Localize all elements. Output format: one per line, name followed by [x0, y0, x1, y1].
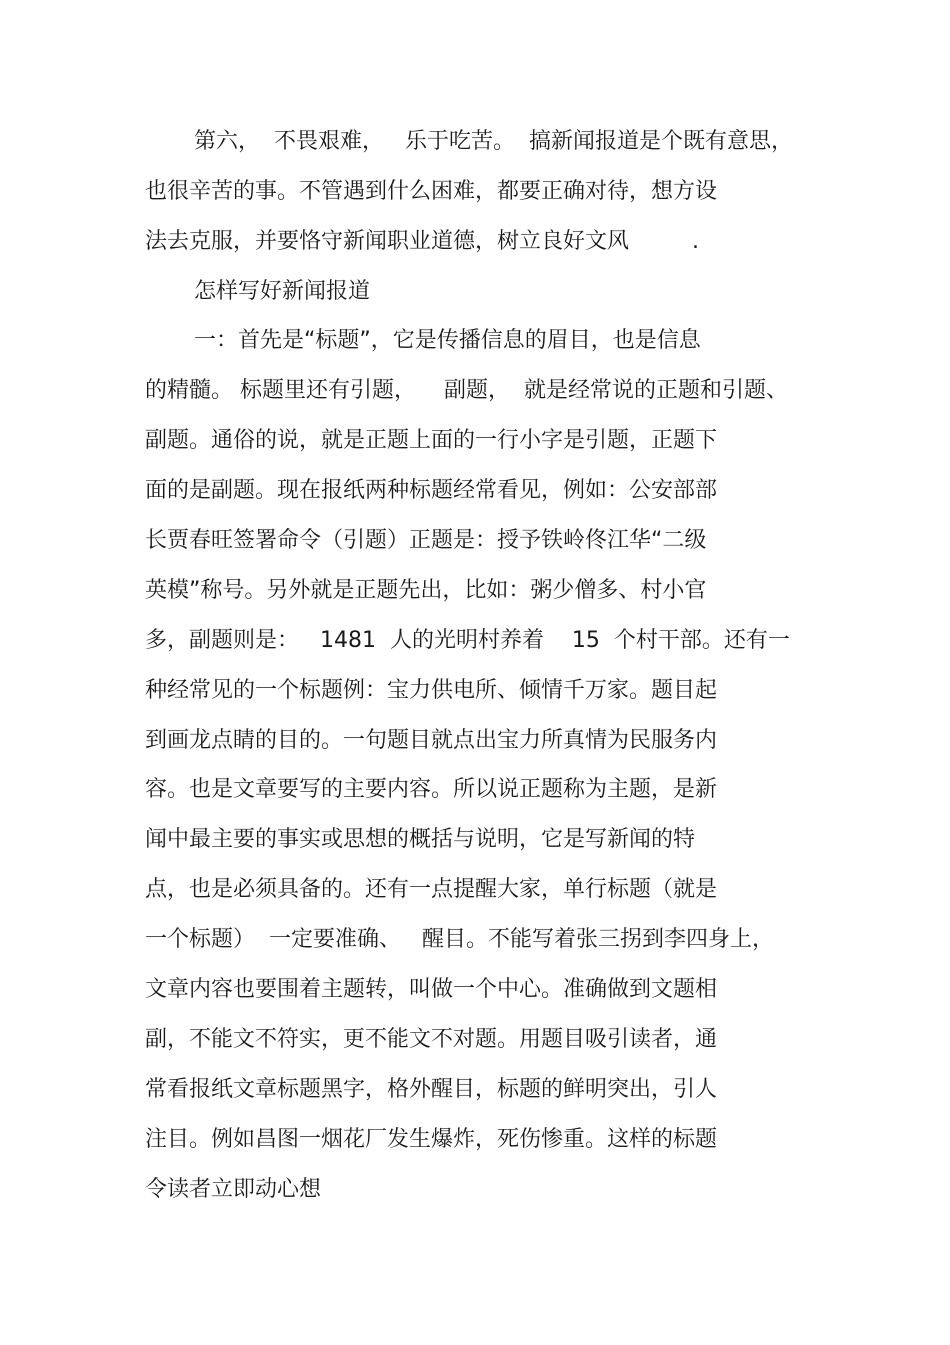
paragraph-line: 文章内容也要围着主题转，叫做一个中心。准确做到文题相	[145, 977, 718, 1002]
paragraph-line: 副，不能文不符实，更不能文不对题。用题目吸引读者，通	[145, 1027, 718, 1052]
paragraph-line: 多，副题则是： 1481 人的光明村养着 15 个村干部。还有一	[145, 628, 790, 653]
paragraph-line: 法去克服，并要恪守新闻职业道德，树立良好文风 .	[145, 229, 699, 254]
paragraph-line: 长贾春旺签署命令（引题）正题是：授予铁岭佟江华“二级	[145, 528, 707, 553]
paragraph-line: 到画龙点睛的目的。一句题目就点出宝力所真情为民服务内	[145, 728, 718, 753]
paragraph-line: 注目。例如昌图一烟花厂发生爆炸，死伤惨重。这样的标题	[145, 1127, 718, 1152]
paragraph-line: 一：首先是“标题”，它是传播信息的眉目，也是信息	[194, 328, 701, 353]
paragraph-line: 令读者立即动心想	[145, 1177, 322, 1202]
paragraph-line: 第六， 不畏艰难， 乐于吃苦。 搞新闻报道是个既有意思，	[194, 129, 793, 154]
paragraph-line: 点，也是必须具备的。还有一点提醒大家，单行标题（就是	[145, 877, 718, 902]
paragraph-line: 闻中最主要的事实或思想的概括与说明，它是写新闻的特	[145, 827, 696, 852]
paragraph-line: 常看报纸文章标题黑字，格外醒目，标题的鲜明突出，引人	[145, 1077, 718, 1102]
paragraph-line: 英模”称号。另外就是正题先出，比如：粥少僧多、村小官	[145, 578, 707, 603]
paragraph-line: 面的是副题。现在报纸两种标题经常看见，例如：公安部部	[145, 478, 718, 503]
paragraph-line: 也很辛苦的事。不管遇到什么困难，都要正确对待，想方设	[145, 179, 718, 204]
paragraph-line: 副题。通俗的说，就是正题上面的一行小字是引题，正题下	[145, 428, 718, 453]
paragraph-line: 种经常见的一个标题例：宝力供电所、倾情千万家。题目起	[145, 678, 718, 703]
section-heading: 怎样写好新闻报道	[194, 279, 371, 304]
paragraph-line: 一个标题） 一定要准确、 醒目。不能写着张三拐到李四身上，	[145, 927, 774, 952]
paragraph-line: 的精髓。 标题里还有引题， 副题， 就是经常说的正题和引题、	[145, 378, 788, 403]
paragraph-line: 容。也是文章要写的主要内容。所以说正题称为主题，是新	[145, 777, 718, 802]
